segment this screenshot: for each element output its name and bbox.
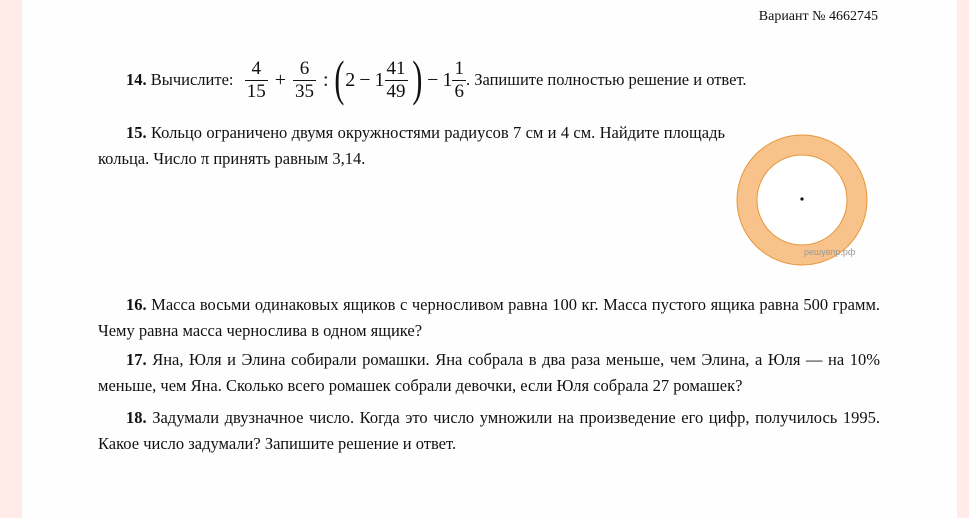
task-text: Яна, Юля и Элина собирали ромашки. Яна собрала в два раза меньше, чем Элина, а Юля — на 10% меньше, чем Яна. Сколько всего ромашек собрали девочки, если Юля собрала 27 ромашек? <box>98 350 880 395</box>
task-text: Задумали двузначное число. Когда это число умножили на произведение его цифр, получилось 1995. Какое число задумали? Запишите решение и ответ. <box>98 408 880 453</box>
task-number: 15. <box>126 123 147 142</box>
task-number: 18. <box>126 408 147 427</box>
minus-sign: − <box>427 69 439 91</box>
fraction-41-49: $\frac{41}{49}$ <box>386 57 406 102</box>
whole-part: 1 <box>374 69 385 91</box>
task-18 <box>98 405 880 457</box>
task-14 <box>126 52 747 108</box>
left-paren: ( <box>333 50 344 106</box>
task-number: 17. <box>126 350 147 369</box>
task-15 <box>98 120 725 172</box>
task-number: 14. <box>126 70 147 89</box>
task-16 <box>98 292 880 344</box>
whole-part: 1 <box>442 69 453 91</box>
number-two: 2 <box>345 69 356 91</box>
fraction-4-15: $\frac{4}{15}$ <box>246 57 266 102</box>
variant-number: Вариант № 4662745 <box>758 9 878 24</box>
right-paren: ) <box>411 50 422 106</box>
fraction-1-6: $\frac{1}{6}$ <box>454 57 464 102</box>
task-label: Вычислите: <box>150 70 234 89</box>
minus-sign: − <box>359 69 371 91</box>
task-17 <box>98 347 880 399</box>
plus-sign: + <box>274 69 287 91</box>
fraction-6-35: $\frac{6}{35}$ <box>295 57 315 102</box>
colon-sign: : <box>323 69 329 91</box>
task-text: Кольцо ограничено двумя окружностями радиусов 7 см и 4 см. Найдите площадь кольца. Число π принять равным 3,14. <box>98 123 726 168</box>
task-text: Масса восьми одинаковых ящиков с черносливом равна 100 кг. Масса пустого ящика равна 500 грамм. Чему равна масса чернослива в одном ящике? <box>98 295 881 340</box>
task-number: 16. <box>126 295 147 314</box>
task-suffix: . Запишите полностью решение и ответ. <box>465 70 747 89</box>
site-watermark: решувпр.рф <box>804 247 856 257</box>
